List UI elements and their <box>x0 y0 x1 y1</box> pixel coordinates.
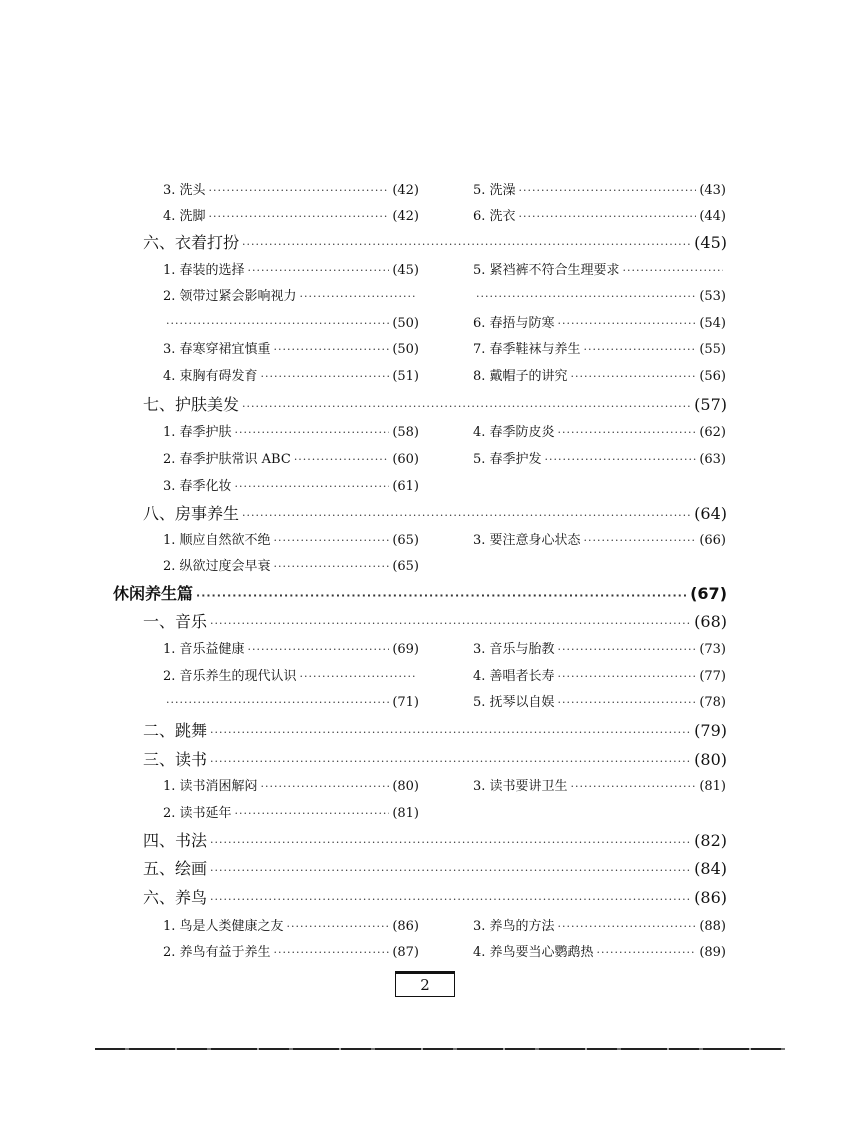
dot-leader <box>235 421 390 445</box>
toc-section-heading[interactable] <box>143 886 727 910</box>
toc-subentry[interactable] <box>163 448 419 472</box>
entry-title: 5. 抚琴以自娱 <box>473 695 555 710</box>
dot-leader <box>210 721 691 743</box>
dot-leader <box>210 888 691 910</box>
toc-subentry[interactable] <box>473 665 726 689</box>
dot-leader <box>545 448 697 472</box>
dot-leader <box>196 584 687 606</box>
entry-title: 3. 要注意身心状态 <box>473 533 581 548</box>
dot-leader <box>210 831 691 853</box>
entry-title: 1. 顺应自然欲不绝 <box>163 533 271 548</box>
dot-leader <box>210 612 691 634</box>
entry-title: 1. 读书消困解闷 <box>163 779 258 794</box>
entry-title: 2. 音乐养生的现代认识 <box>163 669 297 684</box>
dot-leader <box>584 338 697 362</box>
dot-leader <box>558 421 697 445</box>
entry-page: (84) <box>694 859 727 878</box>
entry-page: (55) <box>699 342 726 357</box>
entry-title: 三、读书 <box>143 750 208 769</box>
entry-page: (87) <box>392 945 419 960</box>
entry-title: 四、书法 <box>143 831 208 850</box>
toc-subentry[interactable] <box>473 529 726 553</box>
toc-section-heading[interactable] <box>143 719 727 743</box>
toc-subentry[interactable] <box>473 941 726 965</box>
dot-leader <box>597 941 697 965</box>
toc-subentry[interactable] <box>163 285 419 309</box>
entry-title: 3. 春季化妆 <box>163 479 232 494</box>
entry-page: (81) <box>392 806 419 821</box>
entry-title: 4. 善唱者长寿 <box>473 669 555 684</box>
dot-leader <box>242 233 691 255</box>
entry-title: 六、衣着打扮 <box>143 233 240 252</box>
page-number: 2 <box>395 971 455 997</box>
dot-leader <box>242 504 691 526</box>
toc-subentry[interactable] <box>163 802 419 826</box>
entry-page: (54) <box>699 316 726 331</box>
entry-title: 3. 读书要讲卫生 <box>473 779 568 794</box>
toc-subentry[interactable] <box>163 529 419 553</box>
dot-leader <box>274 338 390 362</box>
scan-edge-line <box>95 1048 785 1050</box>
entry-page: (43) <box>699 183 726 198</box>
entry-page: (44) <box>699 209 726 224</box>
toc-section-heading[interactable] <box>143 829 727 853</box>
entry-title: 4. 洗脚 <box>163 209 206 224</box>
dot-leader <box>558 638 697 662</box>
dot-leader <box>242 395 691 417</box>
dot-leader <box>558 665 697 689</box>
toc-subentry[interactable] <box>163 638 419 662</box>
toc-section-heading[interactable] <box>143 748 727 772</box>
entry-page: (61) <box>392 479 419 494</box>
entry-page: (80) <box>392 779 419 794</box>
dot-leader <box>166 312 389 336</box>
entry-title: 一、音乐 <box>143 612 208 631</box>
dot-leader <box>558 312 697 336</box>
toc-part-heading[interactable] <box>113 582 727 606</box>
entry-title: 6. 洗衣 <box>473 209 516 224</box>
entry-page: (45) <box>694 233 727 252</box>
dot-leader <box>248 638 390 662</box>
dot-leader <box>294 448 390 472</box>
toc-section-heading[interactable] <box>143 857 727 881</box>
entry-page: (81) <box>699 779 726 794</box>
entry-page: (89) <box>699 945 726 960</box>
entry-page: (58) <box>392 425 419 440</box>
toc-subentry[interactable] <box>473 312 726 336</box>
dot-leader <box>274 529 390 553</box>
dot-leader <box>274 941 390 965</box>
toc-section-heading[interactable] <box>143 393 727 417</box>
entry-title: 4. 束胸有碍发育 <box>163 369 258 384</box>
dot-leader <box>519 205 697 229</box>
entry-page: (88) <box>699 919 726 934</box>
toc-subentry[interactable] <box>163 915 419 939</box>
entry-title: 4. 养鸟要当心鹦鹉热 <box>473 945 594 960</box>
toc-section-heading[interactable] <box>143 610 727 634</box>
entry-title: 1. 春装的选择 <box>163 263 245 278</box>
toc-subentry[interactable] <box>163 555 419 579</box>
dot-leader <box>519 179 697 203</box>
entry-page: (79) <box>694 721 727 740</box>
entry-title: 3. 音乐与胎教 <box>473 642 555 657</box>
toc-subentry[interactable] <box>163 338 419 362</box>
toc-section-heading[interactable] <box>143 502 727 526</box>
entry-page: (65) <box>392 533 419 548</box>
toc-subentry[interactable] <box>473 691 726 715</box>
toc-subentry[interactable] <box>163 179 419 203</box>
dot-leader <box>235 802 390 826</box>
toc-subentry[interactable] <box>473 179 726 203</box>
dot-leader <box>166 691 389 715</box>
entry-title: 六、养鸟 <box>143 888 208 907</box>
dot-leader <box>209 179 390 203</box>
entry-page: (86) <box>694 888 727 907</box>
dot-leader <box>558 915 697 939</box>
entry-title: 5. 紧裆裤不符合生理要求 <box>473 263 620 278</box>
entry-title: 八、房事养生 <box>143 504 240 523</box>
toc-section-heading[interactable] <box>143 231 727 255</box>
toc-subentry[interactable] <box>473 915 726 939</box>
entry-page: (77) <box>699 669 726 684</box>
entry-page: (68) <box>694 612 727 631</box>
entry-title: 8. 戴帽子的讲究 <box>473 369 568 384</box>
dot-leader <box>261 775 390 799</box>
dot-leader <box>287 915 390 939</box>
entry-title: 七、护肤美发 <box>143 395 240 414</box>
dot-leader <box>571 365 697 389</box>
toc-subentry[interactable] <box>473 421 726 445</box>
entry-page: (50) <box>392 316 419 331</box>
entry-title: 1. 春季护肤 <box>163 425 232 440</box>
entry-page: (42) <box>392 209 419 224</box>
entry-title: 休闲养生篇 <box>113 584 194 603</box>
dot-leader <box>248 259 390 283</box>
dot-leader <box>571 775 697 799</box>
toc-subentry[interactable] <box>163 475 419 499</box>
entry-page: (53) <box>699 289 726 304</box>
entry-page: (45) <box>392 263 419 278</box>
entry-page: (67) <box>690 584 727 603</box>
toc-subentry[interactable] <box>473 338 726 362</box>
entry-title: 二、跳舞 <box>143 721 208 740</box>
dot-leader <box>210 750 691 772</box>
dot-leader <box>300 665 416 689</box>
toc-subentry[interactable] <box>163 259 419 283</box>
entry-page: (57) <box>694 395 727 414</box>
entry-page: (56) <box>699 369 726 384</box>
toc-subentry[interactable] <box>473 448 726 472</box>
entry-title: 5. 洗澡 <box>473 183 516 198</box>
entry-title: 1. 鸟是人类健康之友 <box>163 919 284 934</box>
entry-page: (78) <box>699 695 726 710</box>
entry-page: (42) <box>392 183 419 198</box>
toc-subentry[interactable] <box>163 365 419 389</box>
entry-page: (66) <box>699 533 726 548</box>
entry-page: (80) <box>694 750 727 769</box>
dot-leader <box>209 205 390 229</box>
entry-page: (73) <box>699 642 726 657</box>
toc-subentry[interactable] <box>473 775 726 799</box>
toc-subentry[interactable] <box>473 259 726 283</box>
entry-title: 2. 领带过紧会影响视力 <box>163 289 297 304</box>
toc-subentry[interactable] <box>163 691 419 715</box>
toc-subentry[interactable] <box>473 638 726 662</box>
toc-subentry[interactable] <box>473 285 726 309</box>
entry-page: (82) <box>694 831 727 850</box>
dot-leader <box>623 259 723 283</box>
entry-title: 4. 春季防皮炎 <box>473 425 555 440</box>
entry-page: (64) <box>694 504 727 523</box>
entry-page: (63) <box>699 452 726 467</box>
entry-page: (65) <box>392 559 419 574</box>
entry-title: 五、绘画 <box>143 859 208 878</box>
entry-title: 2. 读书延年 <box>163 806 232 821</box>
entry-page: (51) <box>392 369 419 384</box>
toc-subentry[interactable] <box>163 312 419 336</box>
dot-leader <box>274 555 390 579</box>
dot-leader <box>235 475 390 499</box>
entry-title: 1. 音乐益健康 <box>163 642 245 657</box>
entry-page: (60) <box>392 452 419 467</box>
toc-subentry[interactable] <box>163 205 419 229</box>
toc-subentry[interactable] <box>163 775 419 799</box>
dot-leader <box>558 691 697 715</box>
toc-subentry[interactable] <box>473 365 726 389</box>
entry-title: 6. 春捂与防寒 <box>473 316 555 331</box>
entry-title: 2. 养鸟有益于养生 <box>163 945 271 960</box>
toc-subentry[interactable] <box>473 205 726 229</box>
entry-page: (50) <box>392 342 419 357</box>
entry-page: (71) <box>392 695 419 710</box>
toc-subentry[interactable] <box>163 941 419 965</box>
entry-title: 3. 洗头 <box>163 183 206 198</box>
toc-subentry[interactable] <box>163 665 419 689</box>
entry-title: 3. 养鸟的方法 <box>473 919 555 934</box>
entry-title: 7. 春季鞋袜与养生 <box>473 342 581 357</box>
entry-title: 5. 春季护发 <box>473 452 542 467</box>
dot-leader <box>476 285 696 309</box>
dot-leader <box>210 859 691 881</box>
entry-page: (62) <box>699 425 726 440</box>
entry-page: (86) <box>392 919 419 934</box>
dot-leader <box>261 365 390 389</box>
entry-title: 2. 春季护肤常识 ABC <box>163 452 291 467</box>
entry-page: (69) <box>392 642 419 657</box>
entry-title: 3. 春寒穿裙宜慎重 <box>163 342 271 357</box>
toc-subentry[interactable] <box>163 421 419 445</box>
dot-leader <box>584 529 697 553</box>
entry-title: 2. 纵欲过度会早衰 <box>163 559 271 574</box>
dot-leader <box>300 285 416 309</box>
